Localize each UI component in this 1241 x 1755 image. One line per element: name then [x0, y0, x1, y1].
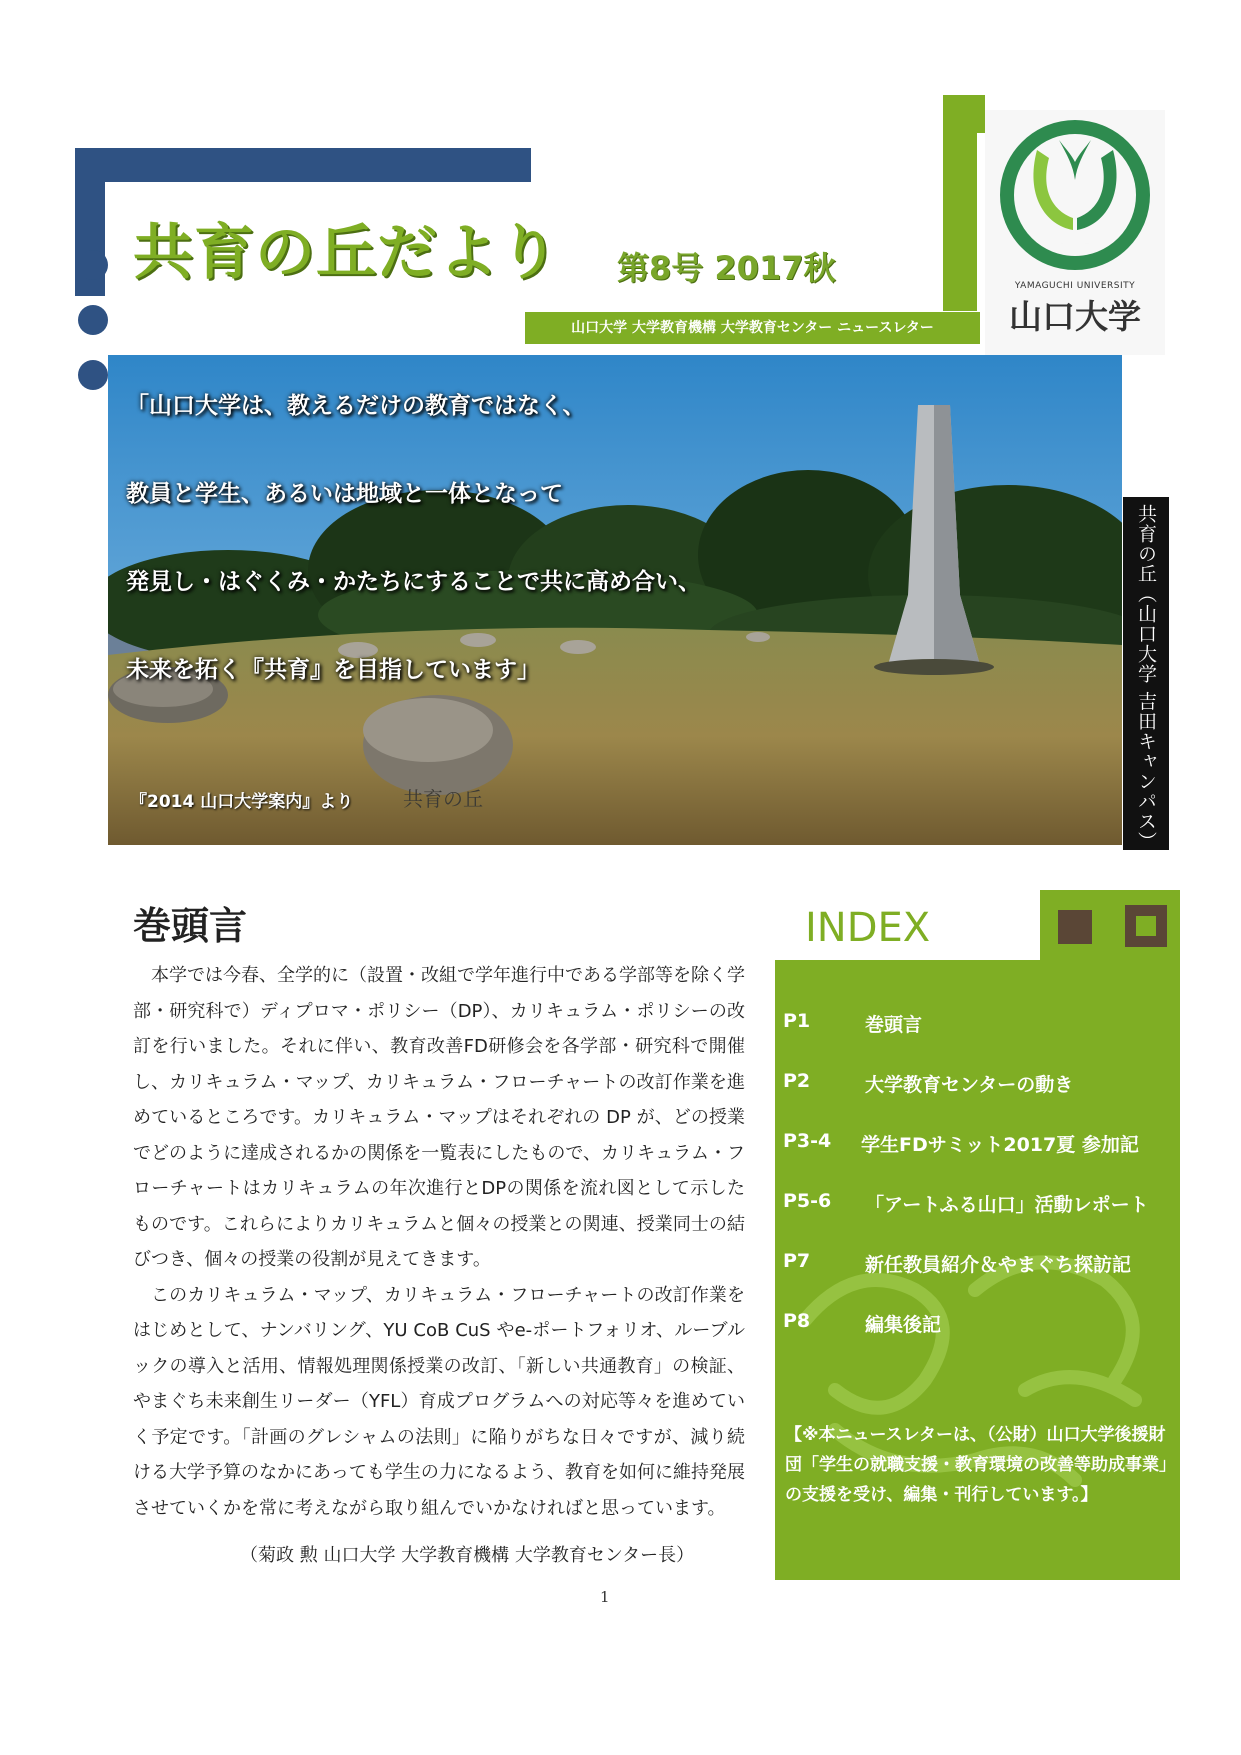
article-heading: 巻頭言	[133, 904, 248, 948]
index-title: INDEX	[805, 905, 931, 951]
header-green-square	[943, 95, 985, 133]
hill-monument-image	[108, 355, 1122, 845]
newsletter-subtitle: 山口大学 大学教育機構 大学教育センター ニュースレター	[571, 320, 934, 336]
article-paragraph: このカリキュラム・マップ、カリキュラム・フローチャートの改訂作業をはじめとして、ナンバリング、YU CoB CuS やe-ポートフォリオ、ルーブルックの導入と活用、情報処理関係授業の改訂、「新しい共通教育」の検証、やまぐち未来創生リーダー（YFL）育成プログラムへの対応等々を進めていく予定です。「計画のグレシャムの法則」に陥りがちな日々ですが、減り続ける大学予算のなかにあっても学生の力になるよう、教育を如何に維持発展させていくかを常に考えながら取り組んでいかなければと思っています。	[133, 1284, 745, 1519]
decor-dot	[78, 250, 108, 280]
article-signature: （菊政 勲 山口大学 大学教育機構 大学教育センター長）	[240, 1545, 695, 1566]
index-item-label: 学生FDサミット2017夏 参加記	[861, 1134, 1139, 1156]
page-number: 1	[600, 1588, 610, 1606]
photo-location-label: 共育の丘（山口大学 吉田キャンパス）	[1135, 504, 1157, 852]
campus-photo	[108, 355, 1122, 845]
decor-dot	[78, 305, 108, 335]
article-paragraph: 本学では今春、全学的に（設置・改組で学年進行中である学部等を除く学部・研究科で）ディプロマ・ポリシー（DP）、カリキュラム・ポリシーの改訂を行いました。それに伴い、教育改善FD研修会を各学部・研究科で開催し、カリキュラム・マップ、カリキュラム・フローチャートの改訂作業を進めているところです。カリキュラム・マップはそれぞれの DP が、どの授業でどのように達成されるかの関係を一覧表にしたもので、カリキュラム・フローチャートはカリキュラムの年次進行とDPの関係を流れ図として示したものです。これらによりカリキュラムと個々の授業との関連、授業同士の結びつき、個々の授業の役割が見えてきます。	[133, 965, 745, 1270]
index-item-label: 大学教育センターの動き	[865, 1074, 1074, 1096]
photo-caption: 『2014 山口大学案内』より	[130, 792, 354, 812]
article-body	[133, 958, 745, 1526]
decor-dot	[78, 360, 108, 390]
index-item-label: 「アートふる山口」活動レポート	[865, 1194, 1149, 1216]
index-page-number: P7	[783, 1250, 811, 1272]
index-page-number: P3-4	[783, 1130, 832, 1152]
sponsor-note: 【※本ニュースレターは、（公財）山口大学後援財団「学生の就職支援・教育環境の改善等助成事業」の支援を受け、編集・刊行しています。】	[785, 1425, 1168, 1505]
index-page-number: P5-6	[783, 1190, 832, 1212]
stone-engraving: 共育の丘	[403, 787, 483, 811]
logo-emblem-icon	[985, 110, 1165, 280]
issue-label: 第8号 2017秋	[617, 249, 836, 287]
header-green-bar	[943, 133, 977, 311]
logo-english-name: YAMAGUCHI UNIVERSITY	[1014, 281, 1136, 291]
index-page-number: P8	[783, 1310, 811, 1332]
header-navy-bar	[75, 148, 531, 182]
quote-line: 未来を拓く『共育』を目指しています」	[126, 657, 540, 683]
logo-japanese-name: 山口大学	[1009, 297, 1141, 336]
index-page-number: P1	[783, 1010, 811, 1032]
decor-brown-square	[1058, 910, 1092, 944]
newsletter-title: 共育の丘だより	[133, 218, 560, 288]
index-item-label: 巻頭言	[865, 1014, 923, 1036]
quote-line: 教員と学生、あるいは地域と一体となって	[126, 481, 563, 507]
index-page-number: P2	[783, 1070, 811, 1092]
index-item-label: 新任教員紹介＆やまぐち探訪記	[865, 1254, 1132, 1276]
index-item-label: 編集後記	[865, 1314, 942, 1336]
decor-green-square	[1136, 916, 1156, 936]
quote-line: 発見し・はぐくみ・かたちにすることで共に高め合い、	[126, 569, 701, 595]
quote-line: 「山口大学は、教えるだけの教育ではなく、	[126, 393, 586, 419]
